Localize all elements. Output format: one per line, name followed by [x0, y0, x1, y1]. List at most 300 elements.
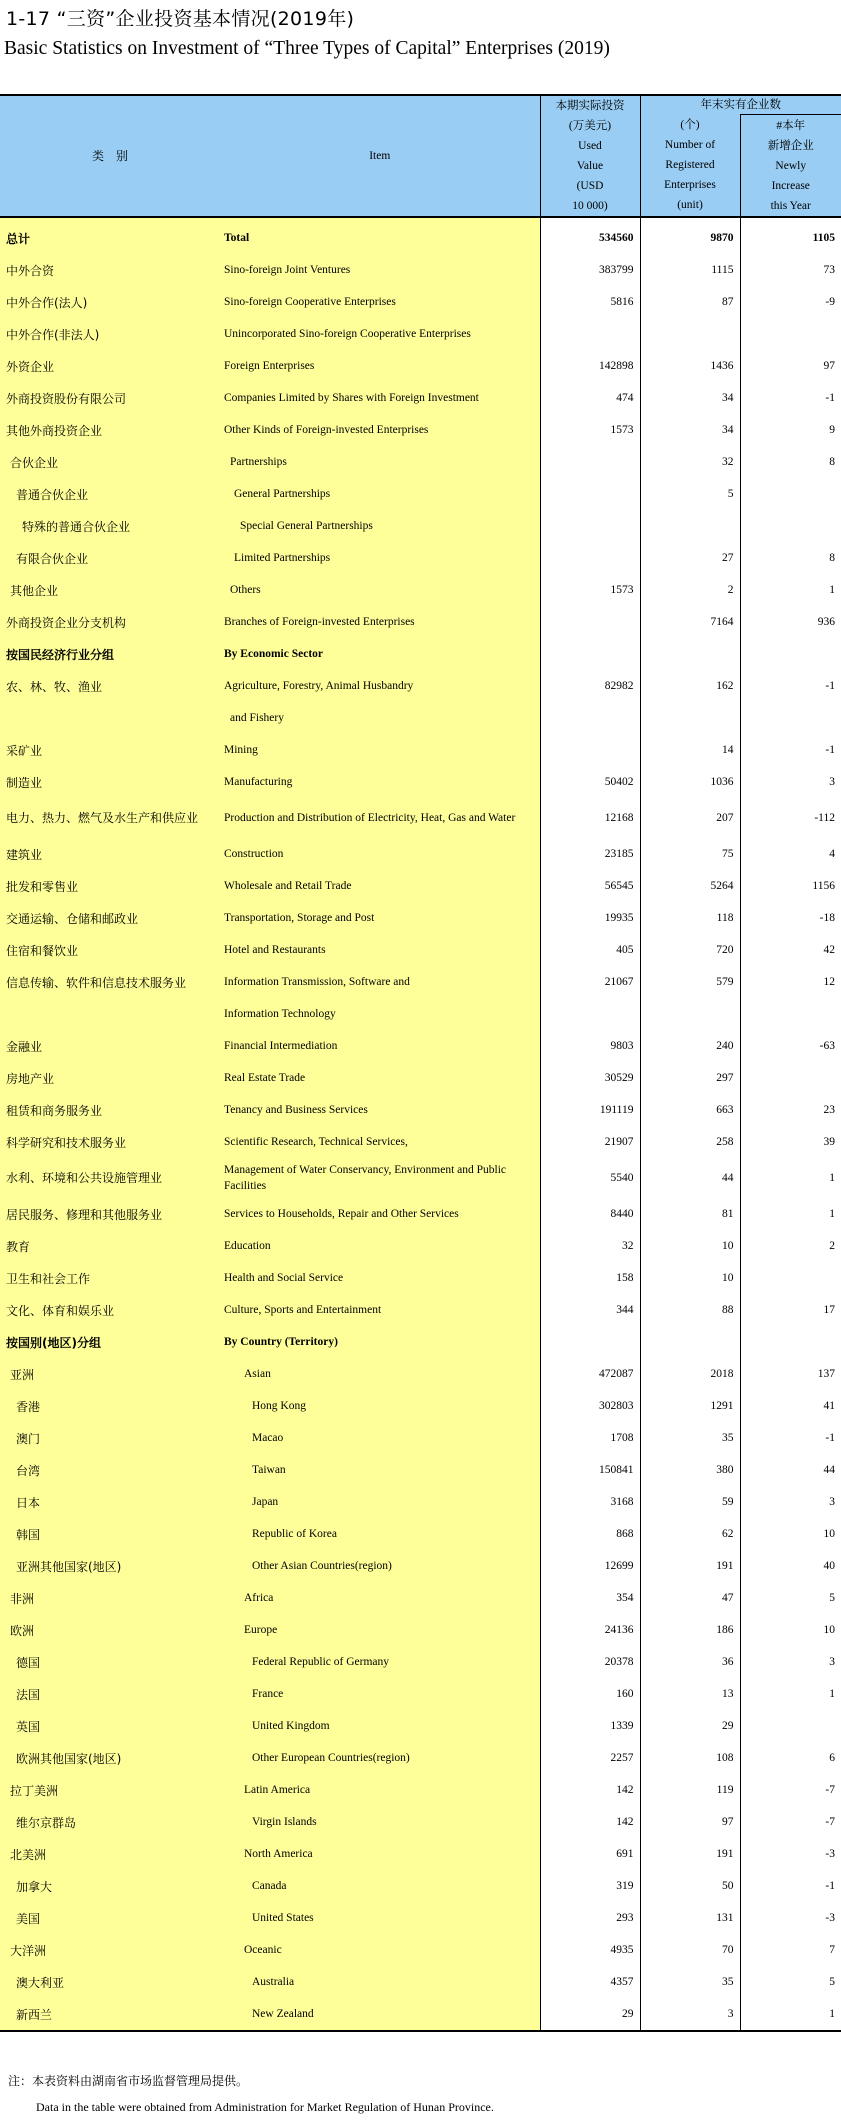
row-newly-increase: 936 [740, 606, 841, 638]
row-category-zh: 卫生和社会工作 [0, 1262, 220, 1294]
header-registered-line: Number of [664, 139, 716, 152]
row-category-zh: 香港 [0, 1390, 220, 1422]
table-row [0, 1582, 841, 1614]
row-used-value [540, 318, 640, 350]
table-row [0, 1230, 841, 1262]
row-category-zh: 信息传输、软件和信息技术服务业 [0, 966, 220, 998]
row-used-value: 82982 [540, 670, 640, 702]
row-category-zh: 澳门 [0, 1422, 220, 1454]
row-used-value: 405 [540, 934, 640, 966]
row-item-en: Africa [220, 1582, 540, 1614]
row-used-value [540, 510, 640, 542]
row-item-en: Other Asian Countries(region) [220, 1550, 540, 1582]
row-used-value: 32 [540, 1230, 640, 1262]
row-item-en: Branches of Foreign-invested Enterprises [220, 606, 540, 638]
header-registered-line: Enterprises [664, 179, 716, 192]
row-category-zh: 亚洲其他国家(地区) [0, 1550, 220, 1582]
row-category-zh: 外资企业 [0, 350, 220, 382]
table-row [0, 902, 841, 934]
row-category-zh: 中外合作(法人) [0, 286, 220, 318]
row-item-en: Republic of Korea [220, 1518, 540, 1550]
row-registered-count: 34 [640, 414, 740, 446]
row-registered-count: 162 [640, 670, 740, 702]
row-registered-count: 35 [640, 1966, 740, 1998]
table-row [0, 286, 841, 318]
row-registered-count: 663 [640, 1094, 740, 1126]
row-used-value: 191119 [540, 1094, 640, 1126]
row-registered-count: 5 [640, 478, 740, 510]
row-category-zh: 新西兰 [0, 1998, 220, 2031]
table-row [0, 510, 841, 542]
row-registered-count: 297 [640, 1062, 740, 1094]
row-registered-count: 1291 [640, 1390, 740, 1422]
row-newly-increase: 3 [740, 766, 841, 798]
table-row [0, 1518, 841, 1550]
row-category-zh: 德国 [0, 1646, 220, 1678]
row-item-en: Services to Households, Repair and Other Services [220, 1198, 540, 1230]
row-registered-count: 10 [640, 1262, 740, 1294]
row-registered-count: 35 [640, 1422, 740, 1454]
row-category-zh: 拉丁美洲 [0, 1774, 220, 1806]
row-category-zh: 总计 [0, 217, 220, 254]
row-used-value: 8440 [540, 1198, 640, 1230]
row-registered-count: 9870 [640, 217, 740, 254]
row-category-zh: 交通运输、仓储和邮政业 [0, 902, 220, 934]
row-newly-increase [740, 478, 841, 510]
row-registered-count: 118 [640, 902, 740, 934]
table-row [0, 838, 841, 870]
row-registered-count: 240 [640, 1030, 740, 1062]
row-newly-increase: 42 [740, 934, 841, 966]
table-row [0, 350, 841, 382]
header-registered [640, 115, 740, 218]
row-registered-count: 13 [640, 1678, 740, 1710]
row-category-zh: 农、林、牧、渔业 [0, 670, 220, 702]
row-category-zh: 房地产业 [0, 1062, 220, 1094]
row-used-value: 1708 [540, 1422, 640, 1454]
table-row [0, 606, 841, 638]
row-newly-increase: -1 [740, 1870, 841, 1902]
row-used-value [540, 998, 640, 1030]
row-category-zh: 按国别(地区)分组 [0, 1326, 220, 1358]
row-item-en: Other European Countries(region) [220, 1742, 540, 1774]
table-row [0, 1838, 841, 1870]
row-newly-increase: 41 [740, 1390, 841, 1422]
row-used-value: 29 [540, 1998, 640, 2031]
row-item-en: Mining [220, 734, 540, 766]
row-newly-increase [740, 1326, 841, 1358]
table-row [0, 1966, 841, 1998]
header-registered-line: (个) [680, 119, 700, 132]
row-registered-count: 186 [640, 1614, 740, 1646]
row-registered-count: 108 [640, 1742, 740, 1774]
row-item-en: Canada [220, 1870, 540, 1902]
row-newly-increase: -3 [740, 1838, 841, 1870]
table-row [0, 1294, 841, 1326]
row-used-value: 293 [540, 1902, 640, 1934]
row-used-value: 56545 [540, 870, 640, 902]
row-registered-count: 7164 [640, 606, 740, 638]
table-row [0, 998, 841, 1030]
row-used-value: 24136 [540, 1614, 640, 1646]
table-row [0, 1062, 841, 1094]
row-registered-count: 1036 [640, 766, 740, 798]
row-registered-count: 34 [640, 382, 740, 414]
row-registered-count: 47 [640, 1582, 740, 1614]
table-row [0, 414, 841, 446]
row-item-en: Sino-foreign Joint Ventures [220, 254, 540, 286]
footnote-zh: 注：本表资料由湖南省市场监督管理局提供。 [8, 2074, 249, 2088]
row-registered-count: 579 [640, 966, 740, 998]
table-row [0, 766, 841, 798]
header-newly-line: 新增企业 [767, 139, 814, 152]
row-item-en: Tenancy and Business Services [220, 1094, 540, 1126]
table-row [0, 1998, 841, 2031]
row-item-en: Management of Water Conservancy, Environment and Public Facilities [220, 1158, 540, 1198]
row-used-value [540, 606, 640, 638]
row-newly-increase: 5 [740, 1582, 841, 1614]
row-category-zh: 建筑业 [0, 838, 220, 870]
row-item-en: Unincorporated Sino-foreign Cooperative Enterprises [220, 318, 540, 350]
row-newly-increase [740, 318, 841, 350]
row-registered-count: 36 [640, 1646, 740, 1678]
table-row [0, 702, 841, 734]
row-used-value: 142898 [540, 350, 640, 382]
row-item-en: Information Technology [220, 998, 540, 1030]
page-title-en: Basic Statistics on Investment of “Three Types of Capital” Enterprises (2019) [4, 38, 610, 59]
row-used-value: 23185 [540, 838, 640, 870]
row-category-zh: 外商投资股份有限公司 [0, 382, 220, 414]
row-category-zh: 科学研究和技术服务业 [0, 1126, 220, 1158]
row-registered-count: 1436 [640, 350, 740, 382]
row-registered-count: 131 [640, 1902, 740, 1934]
row-newly-increase [740, 638, 841, 670]
row-item-en: Federal Republic of Germany [220, 1646, 540, 1678]
row-category-zh: 制造业 [0, 766, 220, 798]
row-newly-increase: 9 [740, 414, 841, 446]
row-category-zh: 教育 [0, 1230, 220, 1262]
row-used-value: 158 [540, 1262, 640, 1294]
row-used-value [540, 478, 640, 510]
row-registered-count: 88 [640, 1294, 740, 1326]
row-newly-increase [740, 510, 841, 542]
header-year-end-group: 年末实有企业数 [640, 95, 841, 115]
row-used-value: 160 [540, 1678, 640, 1710]
row-registered-count: 191 [640, 1550, 740, 1582]
header-used-value-line: (万美元) [568, 120, 612, 132]
header-item-en: Item [220, 95, 540, 217]
row-used-value [540, 1326, 640, 1358]
row-item-en: Foreign Enterprises [220, 350, 540, 382]
header-newly-line: Increase [771, 179, 810, 192]
row-category-zh: 欧洲其他国家(地区) [0, 1742, 220, 1774]
row-used-value: 4357 [540, 1966, 640, 1998]
row-item-en: General Partnerships [220, 478, 540, 510]
table-row [0, 542, 841, 574]
row-item-en: Virgin Islands [220, 1806, 540, 1838]
row-item-en: Oceanic [220, 1934, 540, 1966]
table-row [0, 798, 841, 838]
row-used-value: 344 [540, 1294, 640, 1326]
row-used-value: 2257 [540, 1742, 640, 1774]
row-registered-count: 81 [640, 1198, 740, 1230]
row-item-en: Partnerships [220, 446, 540, 478]
row-category-zh: 中外合资 [0, 254, 220, 286]
row-category-zh: 居民服务、修理和其他服务业 [0, 1198, 220, 1230]
row-item-en: Financial Intermediation [220, 1030, 540, 1062]
row-registered-count: 10 [640, 1230, 740, 1262]
row-registered-count: 191 [640, 1838, 740, 1870]
row-item-en: Latin America [220, 1774, 540, 1806]
row-used-value: 150841 [540, 1454, 640, 1486]
row-registered-count: 97 [640, 1806, 740, 1838]
row-item-en: Agriculture, Forestry, Animal Husbandry [220, 670, 540, 702]
row-used-value: 21067 [540, 966, 640, 998]
table-row [0, 1422, 841, 1454]
row-newly-increase: 39 [740, 1126, 841, 1158]
row-category-zh [0, 998, 220, 1030]
row-item-en: Limited Partnerships [220, 542, 540, 574]
row-registered-count: 59 [640, 1486, 740, 1518]
row-registered-count [640, 510, 740, 542]
row-registered-count: 50 [640, 1870, 740, 1902]
row-registered-count [640, 702, 740, 734]
row-used-value: 354 [540, 1582, 640, 1614]
row-registered-count: 2018 [640, 1358, 740, 1390]
row-used-value: 474 [540, 382, 640, 414]
row-registered-count: 119 [640, 1774, 740, 1806]
table-row [0, 1030, 841, 1062]
row-used-value: 302803 [540, 1390, 640, 1422]
row-newly-increase: -1 [740, 382, 841, 414]
row-newly-increase: 10 [740, 1518, 841, 1550]
row-category-zh: 电力、热力、燃气及水生产和供应业 [0, 798, 220, 838]
row-newly-increase: 1 [740, 1678, 841, 1710]
row-newly-increase [740, 1262, 841, 1294]
row-category-zh: 按国民经济行业分组 [0, 638, 220, 670]
row-newly-increase: -18 [740, 902, 841, 934]
table-row [0, 1094, 841, 1126]
row-newly-increase [740, 1062, 841, 1094]
header-used-value-line: Value [576, 160, 604, 172]
row-used-value: 1573 [540, 414, 640, 446]
row-registered-count: 380 [640, 1454, 740, 1486]
row-registered-count: 32 [640, 446, 740, 478]
header-used-value-line: 本期实际投资 [555, 100, 625, 112]
table-row [0, 478, 841, 510]
row-used-value: 1573 [540, 574, 640, 606]
row-newly-increase: 1 [740, 574, 841, 606]
row-category-zh: 维尔京群岛 [0, 1806, 220, 1838]
row-used-value: 50402 [540, 766, 640, 798]
table-row [0, 318, 841, 350]
row-registered-count: 29 [640, 1710, 740, 1742]
row-newly-increase: -112 [740, 798, 841, 838]
table-body [0, 217, 841, 2031]
row-item-en: Culture, Sports and Entertainment [220, 1294, 540, 1326]
row-category-zh: 英国 [0, 1710, 220, 1742]
row-newly-increase: 40 [740, 1550, 841, 1582]
row-used-value: 1339 [540, 1710, 640, 1742]
row-category-zh [0, 702, 220, 734]
table-row [0, 1358, 841, 1390]
row-category-zh: 中外合作(非法人) [0, 318, 220, 350]
table-row [0, 574, 841, 606]
row-item-en: Other Kinds of Foreign-invested Enterprises [220, 414, 540, 446]
row-category-zh: 水利、环境和公共设施管理业 [0, 1158, 220, 1198]
row-item-en: Hong Kong [220, 1390, 540, 1422]
row-newly-increase: 7 [740, 1934, 841, 1966]
row-category-zh: 特殊的普通合伙企业 [0, 510, 220, 542]
row-newly-increase: 5 [740, 1966, 841, 1998]
row-newly-increase [740, 702, 841, 734]
row-newly-increase: -7 [740, 1806, 841, 1838]
row-newly-increase: 1156 [740, 870, 841, 902]
row-category-zh: 澳大利亚 [0, 1966, 220, 1998]
header-used-value-line: 10 000) [572, 200, 608, 212]
row-registered-count: 720 [640, 934, 740, 966]
row-registered-count: 44 [640, 1158, 740, 1198]
table-row [0, 638, 841, 670]
row-item-en: Hotel and Restaurants [220, 934, 540, 966]
table-row [0, 1486, 841, 1518]
row-newly-increase: 3 [740, 1486, 841, 1518]
header-registered-line: (unit) [677, 199, 703, 212]
row-newly-increase: 73 [740, 254, 841, 286]
table-row [0, 670, 841, 702]
row-newly-increase: 137 [740, 1358, 841, 1390]
row-registered-count: 70 [640, 1934, 740, 1966]
row-registered-count [640, 318, 740, 350]
row-item-en: France [220, 1678, 540, 1710]
row-item-en: and Fishery [220, 702, 540, 734]
row-category-zh: 批发和零售业 [0, 870, 220, 902]
table-row [0, 934, 841, 966]
row-item-en: Scientific Research, Technical Services, [220, 1126, 540, 1158]
row-newly-increase: 97 [740, 350, 841, 382]
row-used-value: 4935 [540, 1934, 640, 1966]
row-used-value: 20378 [540, 1646, 640, 1678]
row-newly-increase: -9 [740, 286, 841, 318]
statistics-table [0, 94, 841, 2032]
row-category-zh: 北美洲 [0, 1838, 220, 1870]
header-used-value [540, 95, 640, 217]
row-item-en: United States [220, 1902, 540, 1934]
row-category-zh: 其他企业 [0, 574, 220, 606]
row-category-zh: 加拿大 [0, 1870, 220, 1902]
table-row [0, 1390, 841, 1422]
row-newly-increase: 8 [740, 542, 841, 574]
row-category-zh: 合伙企业 [0, 446, 220, 478]
row-newly-increase: 10 [740, 1614, 841, 1646]
row-registered-count: 5264 [640, 870, 740, 902]
table-row [0, 966, 841, 998]
table-row [0, 1126, 841, 1158]
row-registered-count: 3 [640, 1998, 740, 2031]
row-newly-increase: 12 [740, 966, 841, 998]
row-item-en: United Kingdom [220, 1710, 540, 1742]
row-category-zh: 美国 [0, 1902, 220, 1934]
row-item-en: Europe [220, 1614, 540, 1646]
row-item-en: By Country (Territory) [220, 1326, 540, 1358]
row-newly-increase: 17 [740, 1294, 841, 1326]
header-newly [740, 115, 841, 218]
row-newly-increase: -1 [740, 1422, 841, 1454]
row-used-value: 12168 [540, 798, 640, 838]
row-newly-increase: -63 [740, 1030, 841, 1062]
table-header [0, 95, 841, 217]
row-used-value [540, 702, 640, 734]
row-category-zh: 金融业 [0, 1030, 220, 1062]
row-used-value: 5816 [540, 286, 640, 318]
row-item-en: Production and Distribution of Electricity, Heat, Gas and Water [220, 798, 540, 838]
row-category-zh: 亚洲 [0, 1358, 220, 1390]
row-item-en: Manufacturing [220, 766, 540, 798]
row-newly-increase: 8 [740, 446, 841, 478]
row-item-en: Education [220, 1230, 540, 1262]
row-category-zh: 租赁和商务服务业 [0, 1094, 220, 1126]
table-row [0, 1198, 841, 1230]
row-used-value: 142 [540, 1806, 640, 1838]
row-used-value: 691 [540, 1838, 640, 1870]
row-newly-increase: 1 [740, 1198, 841, 1230]
row-category-zh: 其他外商投资企业 [0, 414, 220, 446]
table-row [0, 1614, 841, 1646]
row-newly-increase: -7 [740, 1774, 841, 1806]
row-used-value: 3168 [540, 1486, 640, 1518]
row-item-en: Taiwan [220, 1454, 540, 1486]
row-used-value: 21907 [540, 1126, 640, 1158]
table-row [0, 1742, 841, 1774]
row-category-zh: 大洋洲 [0, 1934, 220, 1966]
table-row [0, 1646, 841, 1678]
row-used-value: 142 [540, 1774, 640, 1806]
table-row [0, 870, 841, 902]
header-registered-line: Registered [665, 159, 715, 172]
row-used-value: 868 [540, 1518, 640, 1550]
row-used-value: 534560 [540, 217, 640, 254]
row-item-en: Macao [220, 1422, 540, 1454]
row-newly-increase: 6 [740, 1742, 841, 1774]
row-registered-count [640, 1326, 740, 1358]
row-item-en: Sino-foreign Cooperative Enterprises [220, 286, 540, 318]
row-item-en: Special General Partnerships [220, 510, 540, 542]
header-used-value-line: Used [578, 140, 602, 152]
row-category-zh: 台湾 [0, 1454, 220, 1486]
table-row [0, 1262, 841, 1294]
row-registered-count: 14 [640, 734, 740, 766]
row-used-value: 12699 [540, 1550, 640, 1582]
row-category-zh: 欧洲 [0, 1614, 220, 1646]
row-item-en: Health and Social Service [220, 1262, 540, 1294]
row-used-value: 19935 [540, 902, 640, 934]
table-row [0, 1870, 841, 1902]
row-used-value [540, 446, 640, 478]
row-newly-increase: 1 [740, 1158, 841, 1198]
row-item-en: Transportation, Storage and Post [220, 902, 540, 934]
row-used-value: 472087 [540, 1358, 640, 1390]
row-used-value [540, 734, 640, 766]
table-row [0, 1774, 841, 1806]
row-registered-count: 87 [640, 286, 740, 318]
table-row [0, 1678, 841, 1710]
row-category-zh: 法国 [0, 1678, 220, 1710]
header-newly-line: this Year [770, 199, 811, 212]
row-newly-increase: 23 [740, 1094, 841, 1126]
row-registered-count: 2 [640, 574, 740, 606]
row-newly-increase: -3 [740, 1902, 841, 1934]
table-row [0, 446, 841, 478]
